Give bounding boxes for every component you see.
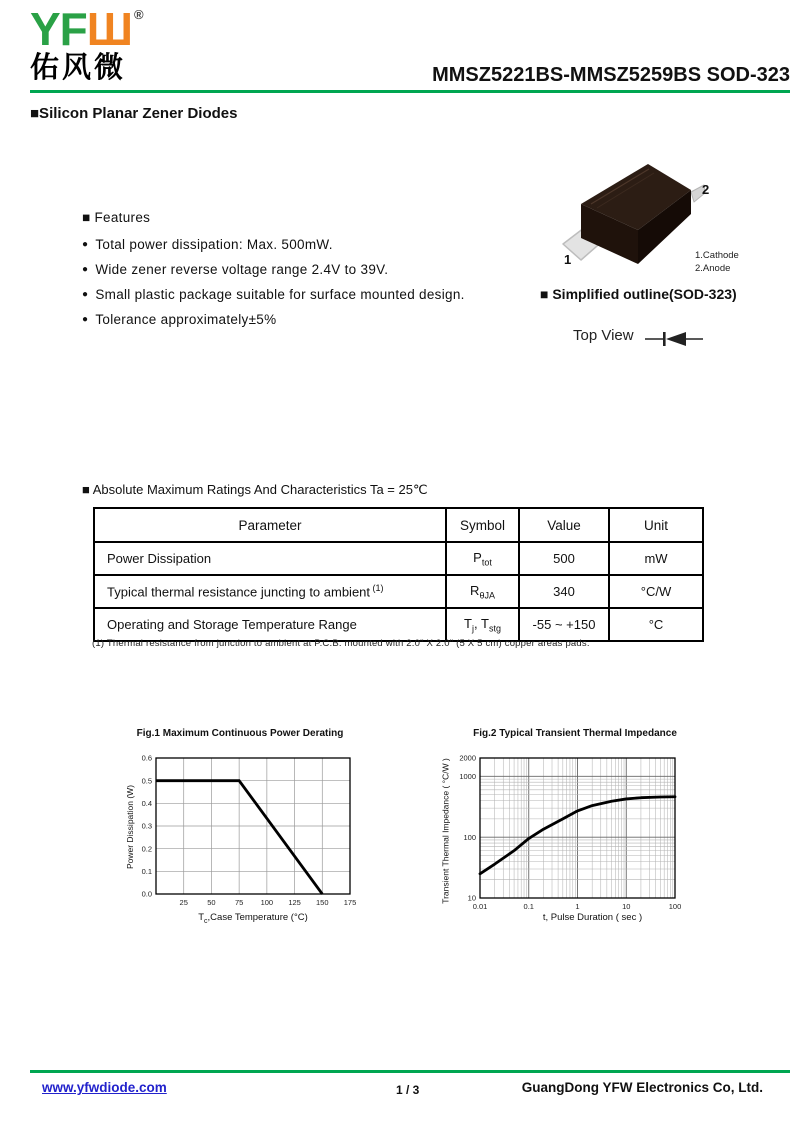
table-row: [94, 608, 703, 641]
svg-text:2000: 2000: [459, 753, 476, 763]
pin2-function-label: 2.Anode: [695, 263, 731, 274]
svg-text:100: 100: [463, 832, 476, 842]
col-header-unit: Unit: [609, 508, 703, 542]
svg-text:0.0: 0.0: [141, 889, 152, 899]
svg-text:100: 100: [260, 898, 274, 907]
top-view-label: Top View: [573, 327, 634, 344]
feature-item: [82, 287, 465, 302]
svg-text:0.4: 0.4: [141, 798, 152, 808]
fig2-chart: [435, 748, 710, 918]
fig1-xlabel-sub: c: [204, 917, 208, 925]
header-divider: [30, 90, 790, 93]
param-cell: Power Dissipation: [94, 542, 446, 575]
symbol-cell: $T_j$, $T_{stg}$: [446, 608, 519, 641]
feature-text: Small plastic package suitable for surface mounted design.: [95, 287, 465, 302]
feature-item: [82, 262, 465, 277]
fig1-chart: [110, 748, 370, 913]
features-section: [82, 210, 465, 327]
table-row: [94, 542, 703, 575]
svg-text:0.3: 0.3: [141, 821, 152, 831]
footer-website-link[interactable]: www.yfwdiode.com: [42, 1080, 167, 1095]
logo-w-glyph: Ш: [86, 3, 133, 55]
features-heading: ■ Features: [82, 210, 151, 225]
company-logo: [30, 3, 143, 84]
logo-chinese-text: 佑风微: [30, 52, 127, 84]
page-number: 1 / 3: [396, 1083, 420, 1097]
fig2-y-axis-label: Transient Thermal Impedance ( °C/W ): [440, 758, 451, 904]
svg-text:25: 25: [179, 898, 188, 907]
footer-divider: [30, 1070, 790, 1073]
ratings-table: [93, 507, 704, 642]
bullet-icon: ●: [82, 314, 89, 325]
fig1-xlabel-pre: T: [198, 912, 205, 923]
diode-symbol-icon: [645, 330, 703, 348]
outline-heading: ■ Simplified outline(SOD-323): [540, 286, 737, 302]
pin1-number-label: 1: [564, 252, 572, 267]
feature-text: Wide zener reverse voltage range 2.4V to 39V.: [95, 262, 389, 277]
symbol-cell: $R_{\theta JA}$: [446, 575, 519, 608]
package-3d-image: [553, 152, 708, 282]
pin1-function-label: 1.Cathode: [695, 250, 739, 261]
logo-wordmark: [30, 3, 143, 55]
svg-text:175: 175: [343, 898, 357, 907]
svg-text:0.1: 0.1: [523, 902, 534, 911]
registered-trademark-icon: ®: [134, 7, 143, 22]
fig1-xlabel-post: ,Case Temperature (°C): [207, 912, 308, 923]
col-header-symbol: Symbol: [446, 508, 519, 542]
svg-text:1: 1: [575, 902, 580, 911]
svg-text:75: 75: [234, 898, 244, 907]
svg-text:125: 125: [288, 898, 301, 907]
footer-company-name: GuangDong YFW Electronics Co, Ltd.: [521, 1080, 763, 1095]
svg-text:10: 10: [622, 902, 631, 911]
feature-text: Tolerance approximately±5%: [95, 312, 277, 327]
ratings-header-row: [94, 508, 703, 542]
bullet-icon: ●: [82, 289, 89, 300]
table-row: [94, 575, 703, 608]
pin2-number-label: 2: [702, 182, 710, 197]
value-cell: 500: [519, 542, 609, 575]
svg-text:0.2: 0.2: [141, 844, 152, 854]
feature-item: [82, 237, 465, 252]
svg-text:150: 150: [316, 898, 329, 907]
table-footnote: (1) Thermal resistance from junction to ambient at P.C.B. mounted with 2.0" X 2.0" (5 X 5 cm) copper areas pads.: [92, 638, 590, 649]
product-family-heading: ■Silicon Planar Zener Diodes: [30, 105, 238, 122]
svg-text:0.01: 0.01: [472, 902, 488, 911]
page-title: MMSZ5221BS-MMSZ5259BS SOD-323: [432, 64, 790, 86]
value-cell: 340: [519, 575, 609, 608]
fig1-title: Fig.1 Maximum Continuous Power Derating: [136, 728, 344, 739]
svg-text:50: 50: [207, 898, 216, 907]
svg-text:1000: 1000: [459, 771, 476, 781]
features-list: [82, 237, 465, 327]
svg-text:0.5: 0.5: [141, 776, 152, 786]
ratings-body: [94, 542, 703, 641]
param-cell: Typical thermal resistance juncting to ambient $^{(1)}$: [94, 575, 446, 608]
feature-text: Total power dissipation: Max. 500mW.: [95, 237, 333, 252]
param-cell: Operating and Storage Temperature Range: [94, 608, 446, 641]
bullet-icon: ●: [82, 264, 89, 275]
fig2-title: Fig.2 Typical Transient Thermal Impedance: [473, 728, 677, 739]
svg-text:0.6: 0.6: [141, 753, 152, 763]
svg-text:10: 10: [467, 893, 476, 903]
svg-text:100: 100: [668, 902, 682, 911]
fig2-x-axis-label: t, Pulse Duration ( sec ): [542, 912, 643, 923]
value-cell: -55 ~ +150: [519, 608, 609, 641]
unit-cell: °C/W: [609, 575, 703, 608]
ratings-heading: ■ Absolute Maximum Ratings And Characteristics Ta = 25℃: [82, 482, 428, 497]
logo-yf-text: YF: [30, 3, 87, 55]
svg-text:0.1: 0.1: [141, 866, 152, 876]
col-header-parameter: Parameter: [94, 508, 446, 542]
col-header-value: Value: [519, 508, 609, 542]
feature-item: [82, 312, 465, 327]
unit-cell: mW: [609, 542, 703, 575]
bullet-icon: ●: [82, 239, 89, 250]
symbol-cell: $P_{tot}$: [446, 542, 519, 575]
unit-cell: °C: [609, 608, 703, 641]
fig1-y-axis-label: Power Dissipation (W): [125, 784, 135, 870]
fig1-x-axis-label: [156, 912, 350, 925]
